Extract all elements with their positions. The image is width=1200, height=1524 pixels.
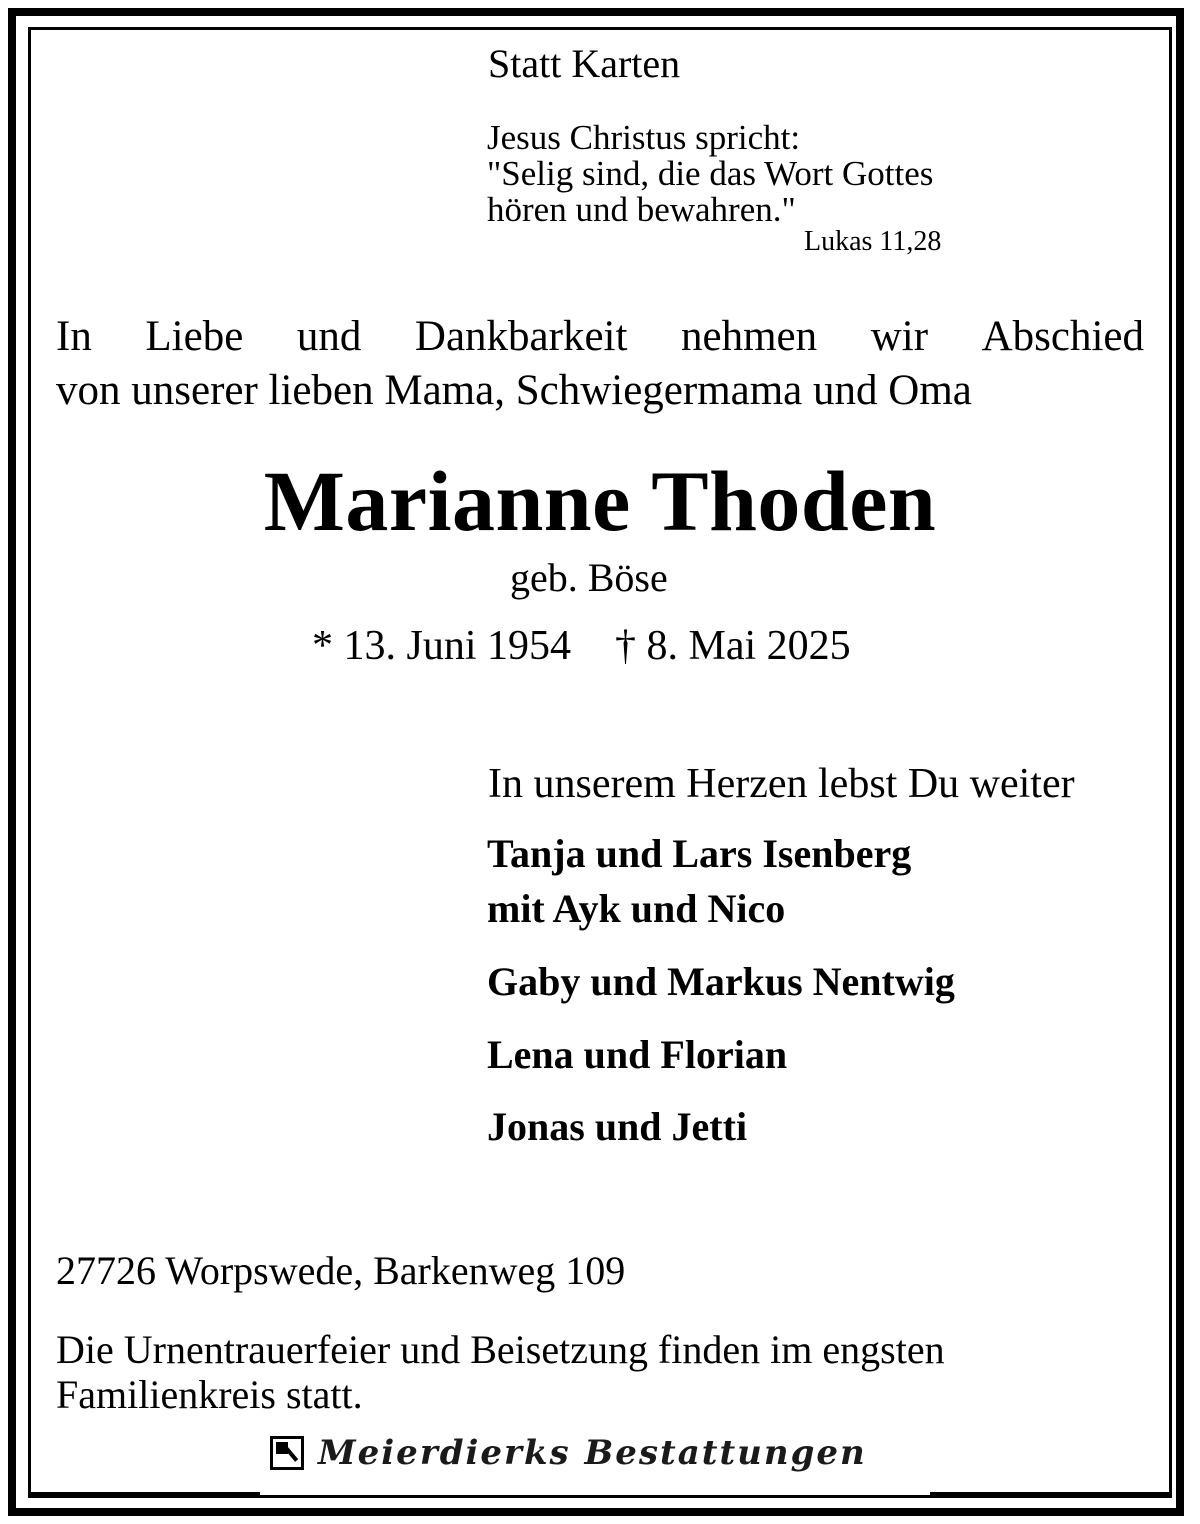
intro-line-2: von unserer lieben Mama, Schwiegermama und Oma: [56, 367, 972, 414]
verse-reference: Lukas 11,28: [804, 226, 942, 257]
intro-line-1: [56, 315, 1144, 358]
intro-word: Liebe: [145, 313, 244, 360]
intro-word: nehmen: [681, 313, 818, 360]
mourner-line: Gaby und Markus Nentwig: [487, 959, 955, 1004]
statt-karten-heading: Statt Karten: [488, 41, 681, 86]
life-dates: [312, 625, 851, 667]
note-line: Familienkreis statt.: [56, 1372, 363, 1417]
intro-word: Abschied: [981, 313, 1144, 360]
verse-line: "Selig sind, die das Wort Gottes: [487, 154, 934, 193]
undertaker-name: Meierdierks Bestattungen: [318, 1433, 867, 1473]
footer-rule-left: [30, 1492, 260, 1496]
intro-word: Dankbarkeit: [414, 313, 628, 360]
intro-word: und: [296, 313, 362, 360]
birth-name: geb. Böse: [510, 555, 668, 600]
address: 27726 Worpswede, Barkenweg 109: [56, 1248, 626, 1293]
undertaker-logo-icon: [270, 1436, 304, 1470]
bible-verse: [487, 120, 987, 228]
verse-line: Jesus Christus spricht:: [487, 118, 801, 157]
mourners-heading: In unserem Herzen lebst Du weiter: [488, 761, 1075, 807]
verse-line: hören und bewahren.": [487, 190, 796, 229]
mourner-line: Lena und Florian: [487, 1032, 788, 1077]
intro-word: In: [56, 313, 92, 360]
mourner-line: Tanja und Lars Isenberg: [487, 831, 912, 876]
mourner-line: Jonas und Jetti: [487, 1104, 748, 1149]
footer-rule-right: [930, 1492, 1170, 1496]
death-date: † 8. Mai 2025: [615, 623, 851, 669]
intro-word: wir: [870, 313, 929, 360]
birth-date: * 13. Juni 1954: [312, 623, 572, 669]
deceased-name: Marianne Thoden: [263, 453, 937, 549]
funeral-note: [56, 1327, 945, 1417]
note-line: Die Urnentrauerfeier und Beisetzung finden im engsten: [56, 1327, 945, 1372]
undertaker-logo: [270, 1433, 867, 1473]
mourner-line: mit Ayk und Nico: [487, 886, 786, 931]
